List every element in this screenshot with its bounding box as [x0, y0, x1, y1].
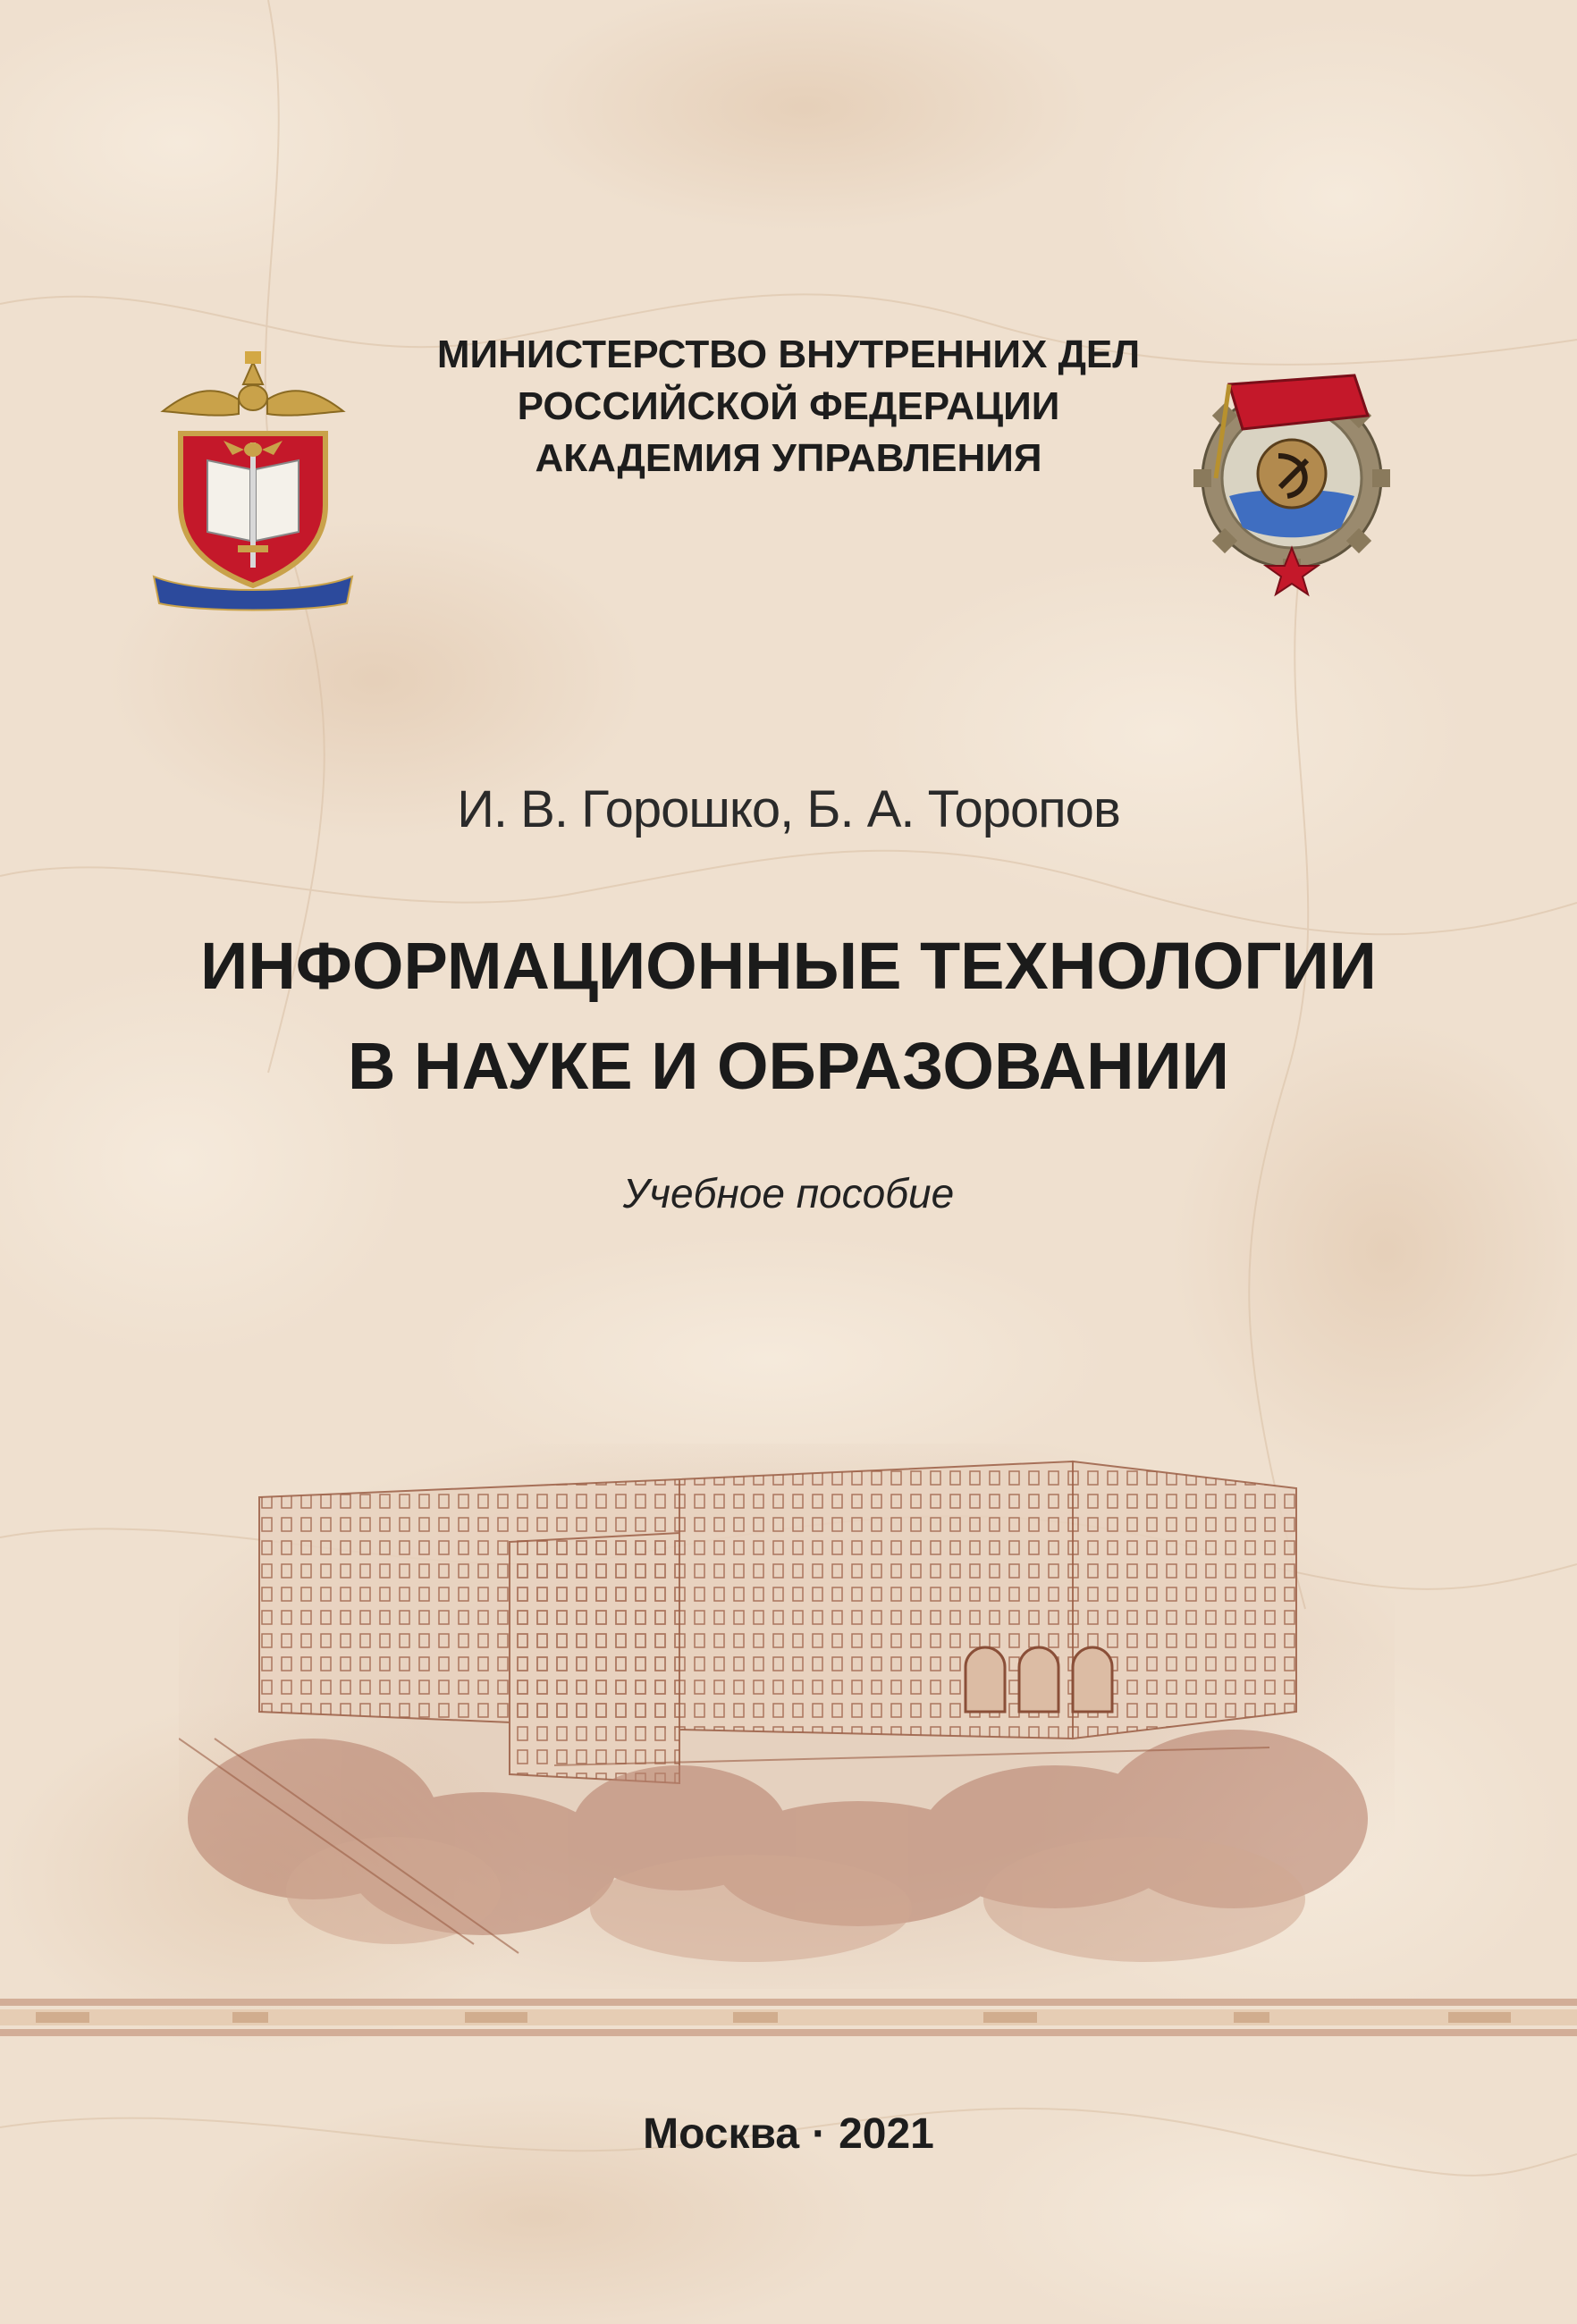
publication-city: Москва — [643, 2110, 800, 2158]
book-subtitle: Учебное пособие — [622, 1170, 955, 1217]
academy-building-illustration — [179, 1444, 1395, 1989]
book-title — [118, 916, 1459, 1116]
decorative-divider — [0, 1999, 1577, 2036]
mvd-academy-emblem-icon — [145, 335, 361, 612]
institution-line-2: РОССИЙСКОЙ ФЕДЕРАЦИИ — [517, 384, 1060, 428]
authors: И. В. Горошко, Б. А. Торопов — [457, 780, 1120, 838]
book-title-line-2: В НАУКЕ И ОБРАЗОВАНИИ — [348, 1029, 1229, 1103]
publication-separator: · — [812, 2110, 827, 2158]
institution-line-1: МИНИСТЕРСТВО ВНУТРЕННИХ ДЕЛ — [436, 333, 1141, 376]
book-title-line-1: ИНФОРМАЦИОННЫЕ ТЕХНОЛОГИИ — [200, 929, 1377, 1003]
publication-year: 2021 — [839, 2110, 934, 2158]
publication-info — [342, 2109, 1235, 2159]
institution-name — [342, 329, 1235, 484]
institution-line-3: АКАДЕМИЯ УПРАВЛЕНИЯ — [535, 436, 1042, 480]
